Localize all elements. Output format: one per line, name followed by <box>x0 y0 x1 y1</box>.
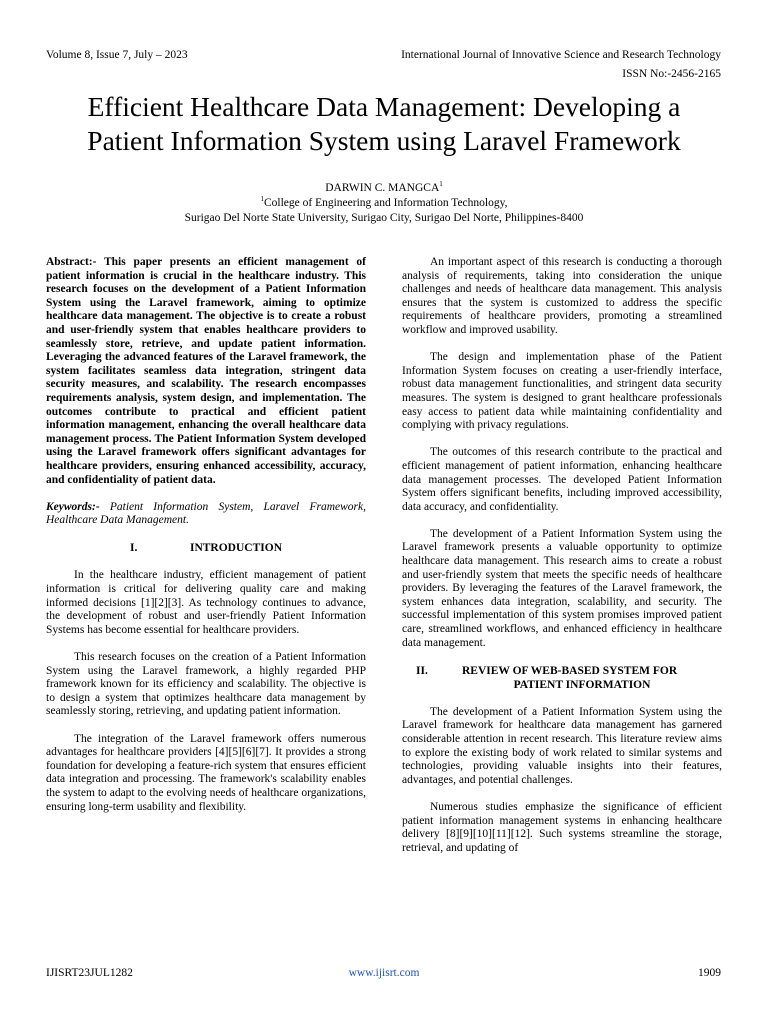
affiliation <box>0 196 768 226</box>
author-name: DARWIN C. MANGCA <box>325 182 440 194</box>
section-title: INTRODUCTION <box>189 542 282 555</box>
section-number: II. <box>416 664 428 677</box>
section-number: I. <box>129 542 138 555</box>
keywords-label: Keywords:- <box>46 500 100 513</box>
intro-paragraph-1: In the healthcare industry, efficient management of patient information is critical for delivering quality care and making informed decisions [1][2][3]. As technology continues to advance, the development of robust and user-friendly Patient Information Systems has become essential for healthcare providers. <box>46 569 366 636</box>
right-paragraph-1: An important aspect of this research is conducting a thorough analysis of requirements, taking into consideration the unique challenges and needs of healthcare data management. This analysis ensures that the system is customized to address the specific requirements of healthcare providers, promoting a streamlined workflow and improved usability. <box>402 256 722 336</box>
author-sup: 1 <box>439 180 443 189</box>
volume-issue: Volume 8, Issue 7, July – 2023 <box>46 49 188 61</box>
paper-code: IJISRT23JUL1282 <box>46 967 133 979</box>
right-paragraph-2: The design and implementation phase of the Patient Information System focuses on creating a user-friendly interface, robust data management functionalities, and stringent data security measures. The system is designed to grant healthcare professionals easy access to patient data while maintaining confidentiality and complying with privacy regulations. <box>402 351 722 432</box>
affil-line-1: College of Engineering and Information Technology, <box>263 197 508 209</box>
intro-paragraph-2: This research focuses on the creation of a Patient Information System using the Laravel framework, a highly regarded PHP framework known for its efficiency and scalability. The objective is to design a system that optimizes healthcare data management by seamlessly storing, retrieving, and updating patient information. <box>46 651 366 718</box>
section-title-line-2: PATIENT INFORMATION <box>513 678 651 691</box>
keywords <box>46 501 366 528</box>
affil-sup: 1 <box>260 195 264 204</box>
section-heading-introduction <box>46 541 366 555</box>
paper-title <box>30 90 738 158</box>
left-column <box>46 256 366 828</box>
section-title-line-1: REVIEW OF WEB-BASED SYSTEM FOR <box>462 664 678 677</box>
affil-line-2: Surigao Del Norte State University, Surigao City, Surigao Del Norte, Philippines-8400 <box>184 212 584 224</box>
page-number: 1909 <box>698 967 721 979</box>
right-paragraph-3: The outcomes of this research contribute to the practical and efficient management of patient information, enhancing healthcare data management processes. The developed Patient Information System offers significant benefits, including improved accessibility, data accuracy, and confidentiality. <box>402 446 722 513</box>
journal-name: International Journal of Innovative Science and Research Technology <box>401 49 721 61</box>
issn: ISSN No:-2456-2165 <box>622 68 721 80</box>
section-heading-review <box>402 664 722 692</box>
title-line-1: Efficient Healthcare Data Management: Developing a <box>87 91 681 122</box>
abstract: Abstract:- This paper presents an efficient management of patient information is crucial in the healthcare industry. This research focuses on the development of a Patient Information System using the Laravel framework, aiming to optimize healthcare data management. The objective is to create a robust and user-friendly system that enables healthcare providers to seamlessly store, retrieve, and update patient information. Leveraging the advanced features of the Laravel framework, the system facilitates seamless data integration, stringent data security measures, and scalability. The research encompasses requirements analysis, system design, and implementation. The outcomes contribute to practical and efficient patient information management, enhancing the overall healthcare data management process. The Patient Information System developed using the Laravel framework offers significant advantages for healthcare providers, ensuring enhanced accessibility, accuracy, and confidentiality of patient data. <box>46 256 366 486</box>
right-paragraph-4: The development of a Patient Information System using the Laravel framework presents a valuable opportunity to optimize healthcare data management. This research aims to create a robust and user-friendly system that meets the specific needs of healthcare providers. By leveraging the features of the Laravel framework, the system enhances data integration, scalability, and security. The successful implementation of this system promises improved patient care, streamlined workflows, and enhanced efficiency in healthcare data management. <box>402 527 722 649</box>
author <box>0 182 768 194</box>
intro-paragraph-3: The integration of the Laravel framework offers numerous advantages for healthcare providers [4][5][6][7]. It provides a strong foundation for developing a feature-rich system that ensures efficient data integration and processing. The framework's scalability enables the system to adapt to the evolving needs of healthcare organizations, ensuring long-term usability and flexibility. <box>46 732 366 813</box>
right-column <box>402 256 722 869</box>
review-paragraph-1: The development of a Patient Information System using the Laravel framework for healthcare data management has garnered considerable attention in recent research. This literature review aims to explore the existing body of work related to similar systems and technologies, providing valuable insights into their features, advantages, and potential challenges. <box>402 705 722 786</box>
journal-url-link[interactable]: www.ijisrt.com <box>348 967 420 979</box>
title-line-2: Patient Information System using Laravel Framework <box>87 125 681 156</box>
keywords-text: Patient Information System, Laravel Framework, Healthcare Data Management. <box>46 500 366 527</box>
review-paragraph-2: Numerous studies emphasize the significance of efficient patient information management systems in enhancing healthcare delivery [8][9][10][11][12]. Such systems streamline the storage, retrieval, and updating of <box>402 800 722 854</box>
